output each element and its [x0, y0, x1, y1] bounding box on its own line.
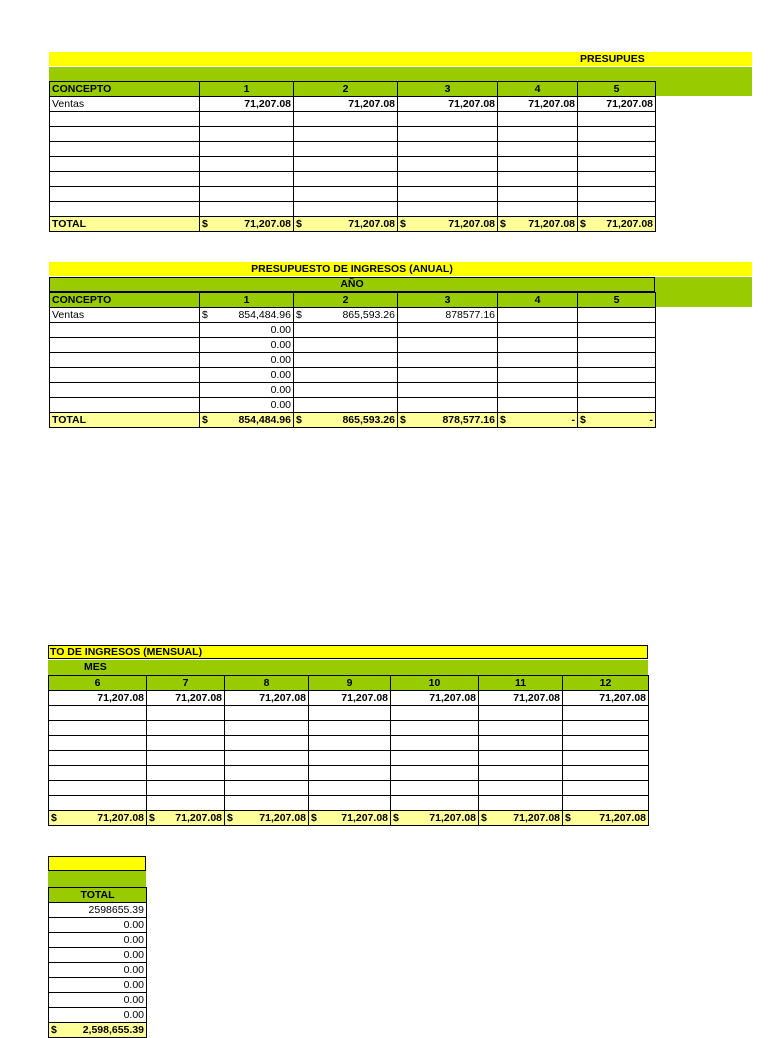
table3-total-cell [563, 811, 649, 826]
table3-cell: 71,207.08 [479, 691, 563, 706]
table3-total-cell [309, 811, 391, 826]
table3-subtitle: MES [84, 661, 107, 673]
table3-empty-cell [49, 721, 147, 736]
table1-empty-cell [50, 202, 200, 217]
table3-col-header: 10 [391, 676, 479, 691]
table1-total-cell [200, 217, 294, 232]
currency-symbol: $ [202, 414, 208, 426]
table1-row-label: Ventas [50, 97, 200, 112]
table3-total-cell [147, 811, 225, 826]
table3-col-header: 9 [309, 676, 391, 691]
table3 [48, 675, 649, 826]
table3-total-value: 71,207.08 [175, 812, 222, 824]
table2-value: 865,593.26 [342, 309, 395, 321]
table4-cell: 0.00 [49, 993, 147, 1008]
currency-symbol: $ [500, 414, 506, 426]
table2-total-value: - [649, 414, 653, 426]
table2-cell [294, 308, 398, 323]
table1-col-header: 3 [398, 82, 498, 97]
table1-cell: 71,207.08 [398, 97, 498, 112]
table2-row-label: Ventas [50, 308, 200, 323]
table3-cell: 71,207.08 [49, 691, 147, 706]
table3-total-cell [225, 811, 309, 826]
table3-total-value: 71,207.08 [259, 812, 306, 824]
table2-total-label: TOTAL [50, 413, 200, 428]
table4-cell: 0.00 [49, 1008, 147, 1023]
table2-col-header: 4 [498, 293, 578, 308]
table3-empty-cell [49, 751, 147, 766]
table4-cell: 0.00 [49, 978, 147, 993]
table1-total-label: TOTAL [50, 217, 200, 232]
currency-symbol: $ [202, 218, 208, 230]
table1-col-header: 4 [498, 82, 578, 97]
table3-col-header: 8 [225, 676, 309, 691]
currency-symbol: $ [296, 309, 302, 321]
table3-empty-cell [49, 781, 147, 796]
currency-symbol: $ [202, 309, 208, 321]
table1-concept-header: CONCEPTO [50, 82, 200, 97]
table3-total-value: 71,207.08 [341, 812, 388, 824]
table3-cell: 71,207.08 [309, 691, 391, 706]
table4 [48, 887, 147, 1038]
table2-total-value: 865,593.26 [342, 414, 395, 426]
table2-total-cell [294, 413, 398, 428]
currency-symbol: $ [400, 414, 406, 426]
table1-cell: 71,207.08 [200, 97, 294, 112]
table2-cell [200, 308, 294, 323]
table1-total-cell [578, 217, 656, 232]
table3-empty-cell [49, 766, 147, 781]
table3-total-value: 71,207.08 [513, 812, 560, 824]
table2-zero-cell: 0.00 [200, 323, 294, 338]
table3-col-header: 12 [563, 676, 649, 691]
table2-total-cell [398, 413, 498, 428]
table2-zero-cell: 0.00 [200, 383, 294, 398]
table3-total-value: 71,207.08 [429, 812, 476, 824]
table1-cell: 71,207.08 [498, 97, 578, 112]
table1-total-cell [498, 217, 578, 232]
table2-total-value: 854,484.96 [238, 414, 291, 426]
table3-total-value: 71,207.08 [599, 812, 646, 824]
table1-cell: 71,207.08 [294, 97, 398, 112]
table1-empty-cell [50, 142, 200, 157]
table3-total-cell [49, 811, 147, 826]
table2-total-cell [200, 413, 294, 428]
table2-subtitle: AÑO [340, 278, 364, 290]
table1-empty-cell [50, 127, 200, 142]
table2-zero-cell: 0.00 [200, 338, 294, 353]
table2-total-value: - [571, 414, 575, 426]
table3-empty-cell [49, 706, 147, 721]
table3-col-header: 7 [147, 676, 225, 691]
table4-subtitle-band [48, 871, 146, 887]
table1-total-value: 71,207.08 [244, 218, 291, 230]
table1-total-cell [294, 217, 398, 232]
table3-title: TO DE INGRESOS (MENSUAL) [50, 646, 203, 658]
currency-symbol: $ [311, 812, 317, 824]
currency-symbol: $ [393, 812, 399, 824]
table1-total-value: 71,207.08 [528, 218, 575, 230]
table3-empty-cell [49, 736, 147, 751]
currency-symbol: $ [400, 218, 406, 230]
table1-total-cell [398, 217, 498, 232]
table2-col-header: 2 [294, 293, 398, 308]
table3-col-header: 11 [479, 676, 563, 691]
table4-header: TOTAL [49, 888, 147, 903]
table3-cell: 71,207.08 [225, 691, 309, 706]
currency-symbol: $ [481, 812, 487, 824]
currency-symbol: $ [227, 812, 233, 824]
table4-title-band [48, 856, 146, 871]
table1-empty-cell [50, 187, 200, 202]
table1-col-header: 1 [200, 82, 294, 97]
table3-cell: 71,207.08 [563, 691, 649, 706]
table1-col-header: 2 [294, 82, 398, 97]
currency-symbol: $ [580, 218, 586, 230]
currency-symbol: $ [565, 812, 571, 824]
table2-zero-cell: 0.00 [200, 398, 294, 413]
table3-cell: 71,207.08 [391, 691, 479, 706]
table3-empty-cell [49, 796, 147, 811]
currency-symbol: $ [51, 1024, 57, 1036]
table1-title: PRESUPUES [580, 53, 645, 65]
table2-value: 854,484.96 [238, 309, 291, 321]
table2-col-header: 5 [578, 293, 656, 308]
table4-total-cell [49, 1023, 147, 1038]
table3-total-cell [479, 811, 563, 826]
table1-empty-cell [50, 112, 200, 127]
table1-total-value: 71,207.08 [606, 218, 653, 230]
table2-total-cell [578, 413, 656, 428]
currency-symbol: $ [296, 218, 302, 230]
table3-cell: 71,207.08 [147, 691, 225, 706]
table2-zero-cell: 0.00 [200, 353, 294, 368]
table3-total-cell [391, 811, 479, 826]
table2-title: PRESUPUESTO DE INGRESOS (ANUAL) [251, 263, 453, 275]
table2-col-header: 1 [200, 293, 294, 308]
table3-col-header: 6 [49, 676, 147, 691]
table4-cell: 0.00 [49, 918, 147, 933]
table4-total-value: 2,598,655.39 [82, 1024, 144, 1036]
table1-col-header: 5 [578, 82, 656, 97]
table4-cell: 2598655.39 [49, 903, 147, 918]
table1-total-value: 71,207.08 [448, 218, 495, 230]
table4-cell: 0.00 [49, 963, 147, 978]
table1-empty-cell [50, 157, 200, 172]
table3-total-value: 71,207.08 [97, 812, 144, 824]
table1-total-value: 71,207.08 [348, 218, 395, 230]
currency-symbol: $ [149, 812, 155, 824]
table4-cell: 0.00 [49, 948, 147, 963]
currency-symbol: $ [580, 414, 586, 426]
table1-empty-cell [50, 172, 200, 187]
table2 [49, 292, 656, 428]
table2-concept-header: CONCEPTO [50, 293, 200, 308]
table1-cell: 71,207.08 [578, 97, 656, 112]
table2-total-value: 878,577.16 [442, 414, 495, 426]
table4-cell: 0.00 [49, 933, 147, 948]
table2-total-cell [498, 413, 578, 428]
currency-symbol: $ [500, 218, 506, 230]
table2-col-header: 3 [398, 293, 498, 308]
table2-zero-cell: 0.00 [200, 368, 294, 383]
table1 [49, 81, 656, 232]
currency-symbol: $ [51, 812, 57, 824]
currency-symbol: $ [296, 414, 302, 426]
table2-cell: 878577.16 [398, 308, 498, 323]
